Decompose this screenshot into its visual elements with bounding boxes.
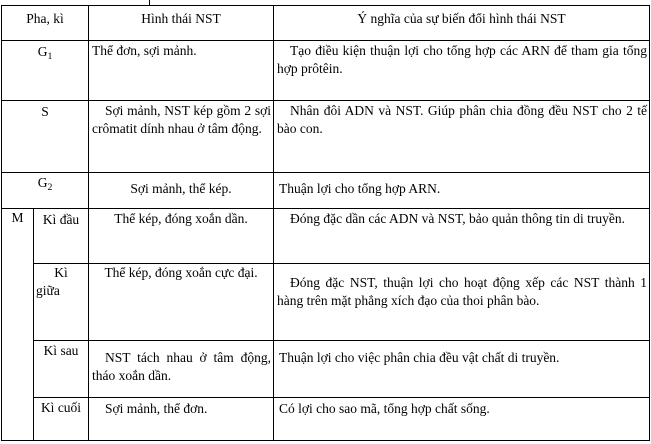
header-label-morphology: Hình thái NST — [141, 11, 221, 26]
meaning-text-g1: Tạo điều kiện thuận lợi cho tổng hợp các ARN để tham gia tổng hợp prôtêin. — [277, 43, 648, 76]
meaning-cell-s — [274, 101, 650, 173]
morphology-text-ki-cuoi: Sợi mảnh, thể đơn. — [105, 401, 208, 416]
meaning-cell-ki-cuoi — [274, 398, 650, 441]
table-row-ki-cuoi — [2, 398, 650, 441]
morphology-cell-s — [89, 101, 274, 173]
phase-subscript-g2: 2 — [47, 181, 53, 193]
meaning-cell-ki-giua — [274, 264, 650, 341]
table-header-row — [2, 6, 650, 41]
meaning-text-ki-giua: Đóng đặc NST, thuận lợi cho hoạt động xếp các NST thành 1 hàng trên mặt phẳng xích đạo của thoi phân bào. — [277, 275, 648, 308]
meaning-cell-ki-sau — [274, 341, 650, 398]
phase-label-s-text: S — [41, 104, 49, 119]
subphase-label-ki-cuoi — [34, 398, 89, 441]
meaning-text-ki-dau: Đóng đặc dần các ADN và NST, bảo quản thông tin di truyền. — [290, 211, 625, 226]
morphology-cell-g1 — [89, 41, 274, 101]
table-row-g1 — [2, 41, 650, 101]
phase-label-g2-text: $G_2$ — [37, 175, 53, 193]
subphase-label-ki-giua — [34, 264, 89, 341]
phase-label-m-text: M — [11, 210, 24, 225]
table-row-ki-giua — [2, 264, 650, 341]
meaning-text-s: Nhân đôi ADN và NST. Giúp phân chia đồng đều NST cho 2 tế bào con. — [277, 103, 648, 136]
morphology-text-s: Sợi mảnh, NST kép gồm 2 sợi crômatit dính nhau ở tâm động. — [92, 103, 272, 136]
subphase-label-ki-sau-text: Kì sau — [43, 343, 79, 358]
header-label-phase: Pha, kì — [26, 11, 64, 26]
morphology-text-ki-sau: NST tách nhau ở tâm động, tháo xoắn dần. — [92, 350, 272, 383]
phase-label-s — [2, 101, 89, 173]
subphase-label-ki-dau — [34, 209, 89, 264]
meaning-text-ki-sau: Thuận lợi cho việc phân chia đều vật chất di truyền. — [279, 350, 560, 365]
header-cell-meaning — [274, 6, 650, 41]
subphase-label-ki-dau-text: Kì đầu — [42, 212, 80, 227]
table-row-ki-dau — [2, 209, 650, 264]
morphology-cell-ki-giua — [89, 264, 274, 341]
meaning-text-ki-cuoi: Có lợi cho sao mã, tổng hợp chất sống. — [279, 401, 490, 416]
header-cell-morphology — [89, 6, 274, 41]
morphology-text-g1: Thể đơn, sợi mảnh. — [92, 43, 197, 58]
morphology-cell-ki-sau — [89, 341, 274, 398]
meaning-cell-g2 — [274, 173, 650, 209]
morphology-cell-ki-cuoi — [89, 398, 274, 441]
morphology-cell-g2 — [89, 173, 274, 209]
table-row-ki-sau — [2, 341, 650, 398]
morphology-text-g2: Sợi mảnh, thể kép. — [130, 181, 232, 196]
phase-label-g1-text: $G_1$ — [37, 44, 53, 62]
phase-label-g1 — [2, 41, 89, 101]
morphology-text-ki-dau: Thể kép, đóng xoắn dần. — [114, 211, 248, 226]
meaning-cell-ki-dau — [274, 209, 650, 264]
meaning-cell-g1 — [274, 41, 650, 101]
header-label-meaning: Ý nghĩa của sự biến đổi hình thái NST — [357, 11, 566, 26]
header-cell-phase — [2, 6, 89, 41]
phase-subscript-g1: 1 — [47, 50, 53, 62]
nst-morphology-table — [1, 5, 650, 441]
phase-label-g2 — [2, 173, 89, 209]
subphase-label-ki-giua-line1: Kì — [54, 265, 68, 280]
phase-label-m — [2, 209, 34, 441]
morphology-text-ki-giua: Thể kép, đóng xoắn cực đại. — [104, 265, 258, 280]
subphase-label-ki-giua-line2: giữa — [36, 282, 60, 298]
subphase-label-ki-sau — [34, 341, 89, 398]
meaning-text-g2: Thuận lợi cho tổng hợp ARN. — [279, 181, 441, 196]
subphase-label-ki-cuoi-text: Kì cuối — [40, 400, 82, 415]
table-row-s — [2, 101, 650, 173]
table-row-g2 — [2, 173, 650, 209]
morphology-cell-ki-dau — [89, 209, 274, 264]
